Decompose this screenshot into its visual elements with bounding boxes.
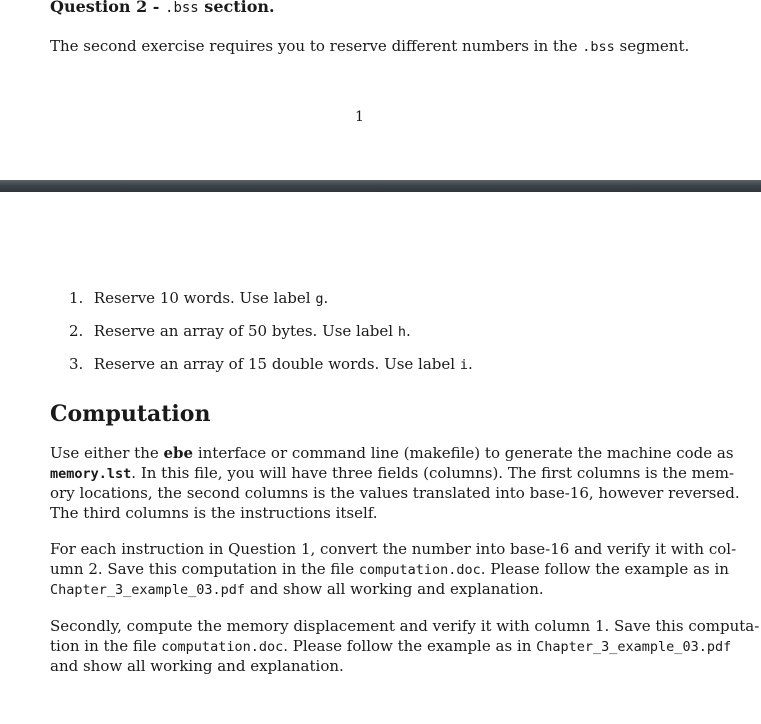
list-end: . — [323, 289, 329, 307]
question-2-heading — [50, 0, 275, 16]
computation-doc-code: computation.doc — [358, 561, 481, 578]
text-prefix: The second exercise requires you to reserve different numbers in the — [50, 37, 583, 55]
list-label-code: i — [459, 357, 468, 373]
paragraph-line — [50, 580, 676, 601]
text-run: umn 2. Save this computation in the file — [50, 559, 359, 578]
text-run: tion in the file — [50, 636, 162, 655]
text-suffix: segment. — [614, 37, 690, 55]
computation-heading: Computation — [50, 401, 211, 427]
paragraph-2 — [50, 540, 737, 601]
question-2-text — [50, 37, 689, 55]
paragraph-line — [50, 463, 735, 485]
paragraph-line — [50, 444, 734, 464]
list-item — [69, 322, 411, 340]
list-end: . — [468, 355, 473, 373]
text-run: Use either the — [50, 444, 164, 462]
list-label-code: g — [315, 291, 324, 307]
list-number: 2. — [69, 322, 84, 340]
text-run: . Please follow the example as in — [283, 636, 537, 655]
paragraph-line: For each instruction in Question 1, convert the number into base-16 and verify it with col- — [50, 540, 737, 558]
heading-prefix: Question 2 - — [50, 0, 166, 16]
text-run: . Please follow the example as in — [480, 559, 729, 578]
memory-lst-code: memory.lst — [50, 465, 132, 482]
list-text: Reserve an array of 50 bytes. Use label — [93, 322, 398, 340]
list-text: Reserve an array of 15 double words. Use label — [93, 355, 460, 373]
paragraph-3 — [50, 617, 760, 677]
text-run: . In this file, you will have three fields (columns). The first columns is the mem- — [131, 463, 735, 482]
heading-code: .bss — [165, 0, 199, 16]
chapter-pdf-code: Chapter_3_example_03.pdf — [536, 638, 732, 655]
page-1-bottom — [0, 0, 761, 180]
ebe-bold: ebe — [163, 444, 194, 462]
text-run: and show all working and explanation. — [245, 580, 544, 598]
paragraph-line — [50, 636, 732, 658]
paragraph-1 — [50, 444, 740, 523]
text-code: .bss — [582, 39, 615, 55]
list-number: 3. — [69, 355, 84, 373]
list-label-code: h — [397, 324, 406, 340]
heading-suffix: section. — [198, 0, 275, 16]
list-item — [69, 355, 473, 373]
page-number: 1 — [355, 109, 364, 125]
list-item — [69, 289, 328, 307]
list-text: Reserve 10 words. Use label — [93, 289, 316, 307]
list-number: 1. — [69, 289, 84, 307]
list-end: . — [406, 322, 411, 340]
chapter-pdf-code: Chapter_3_example_03.pdf — [50, 582, 246, 598]
text-run: interface or command line (makefile) to generate the machine code as — [193, 444, 734, 462]
paragraph-line: Secondly, compute the memory displacement and verify it with column 1. Save this computa- — [50, 617, 760, 635]
computation-doc-code: computation.doc — [161, 638, 284, 655]
page-2-top — [0, 192, 761, 724]
paragraph-line — [50, 559, 729, 581]
paragraph-line: The third columns is the instructions itself. — [50, 503, 378, 522]
page-separator — [0, 180, 761, 192]
paragraph-line: ory locations, the second columns is the values translated into base-16, however reversed. — [50, 484, 740, 502]
paragraph-line: and show all working and explanation. — [50, 657, 344, 675]
